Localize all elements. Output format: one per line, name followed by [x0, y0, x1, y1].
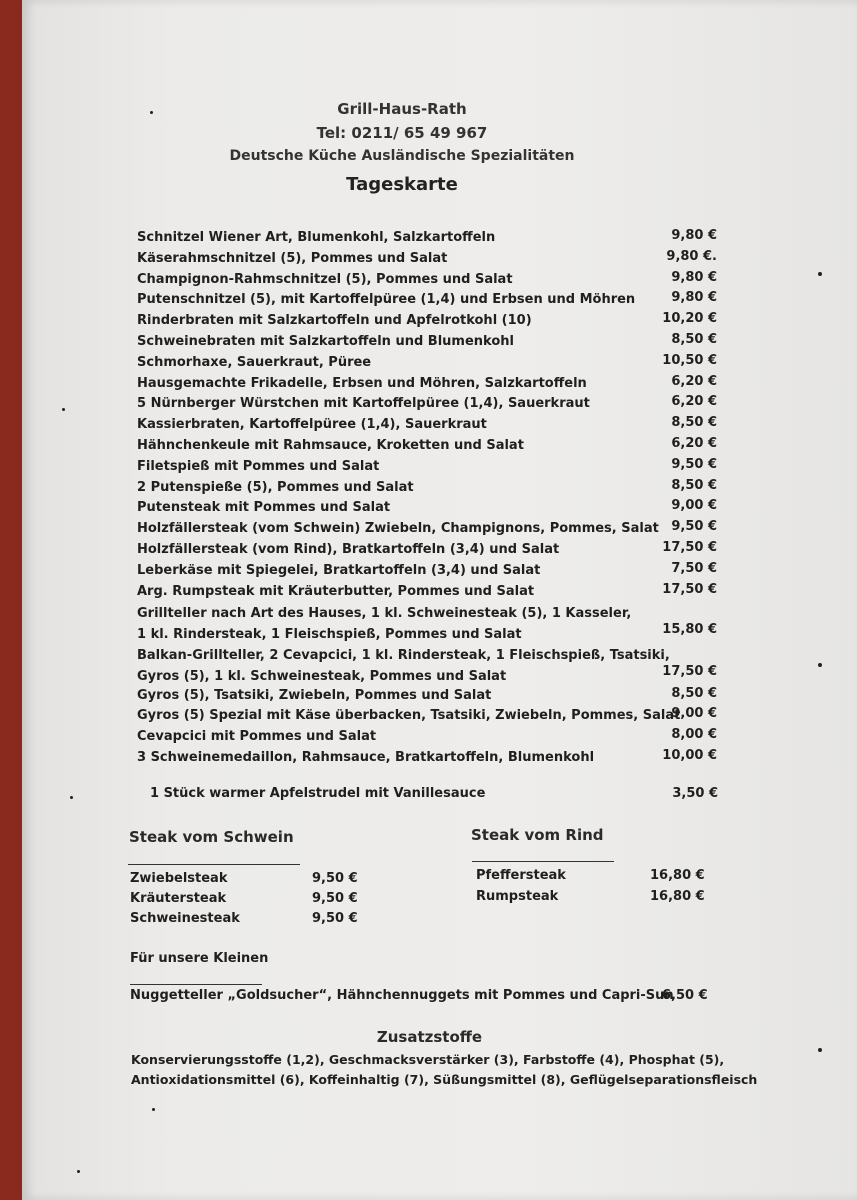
item-price: 8,00 €: [671, 727, 717, 743]
dessert-price: 3,50 €: [672, 786, 718, 801]
steak-beef-price: 16,80 €: [650, 868, 705, 883]
menu-item: [137, 311, 737, 332]
item-price: 17,50 €: [662, 539, 717, 555]
item-price: 17,50 €: [662, 581, 717, 597]
menu-item: [137, 415, 737, 436]
item-price: 10,50 €: [662, 352, 717, 368]
item-price: 8,50 €: [671, 331, 717, 347]
paper-speck: [150, 111, 153, 114]
item-name: Schweinebraten mit Salzkartoffeln und Blumenkohl: [137, 333, 514, 349]
item-name-line2: 1 kl. Rindersteak, 1 Fleischspieß, Pommes und Salat: [137, 627, 522, 643]
item-name: Leberkäse mit Spiegelei, Bratkartoffeln (3,4) und Salat: [137, 562, 541, 578]
item-price: 9,80 €: [671, 228, 717, 243]
menu-item: [137, 270, 737, 291]
daily-menu-list: [137, 228, 737, 769]
item-name: Schnitzel Wiener Art, Blumenkohl, Salzkartoffeln: [137, 230, 496, 245]
menu-item: [137, 519, 737, 540]
steak-beef-price: 16,80 €: [650, 889, 705, 904]
dessert-name: 1 Stück warmer Apfelstrudel mit Vanillesauce: [150, 786, 486, 801]
item-price: 8,50 €: [671, 477, 717, 493]
paper-speck: [818, 272, 822, 276]
menu-item: [137, 332, 737, 353]
steak-beef-name: Rumpsteak: [476, 889, 559, 904]
item-price: 10,20 €: [662, 311, 717, 327]
menu-item: [137, 498, 737, 519]
menu-paper: [22, 0, 857, 1200]
item-name: Hähnchenkeule mit Rahmsauce, Kroketten und Salat: [137, 437, 524, 453]
item-name: Hausgemachte Frikadelle, Erbsen und Möhren, Salzkartoffeln: [137, 375, 587, 391]
item-name: Gyros (5) Spezial mit Käse überbacken, Tsatsiki, Zwiebeln, Pommes, Salat: [137, 708, 681, 724]
menu-item: [137, 644, 737, 686]
item-name: Kassierbraten, Kartoffelpüree (1,4), Sauerkraut: [137, 417, 487, 433]
item-name: Putenschnitzel (5), mit Kartoffelpüree (1,4) und Erbsen und Möhren: [137, 292, 636, 308]
paper-speck: [70, 796, 73, 799]
additives-line: Konservierungsstoffe (1,2), Geschmacksverstärker (3), Farbstoffe (4), Phosphat (5),: [131, 1052, 725, 1067]
phone-number: Tel: 0211/ 65 49 967: [316, 124, 488, 142]
item-name: Filetspieß mit Pommes und Salat: [137, 458, 380, 474]
kids-title: Für unsere Kleinen: [130, 951, 269, 966]
item-price: 9,00 €: [671, 706, 717, 722]
kids-item: [130, 988, 710, 1003]
menu-item: [137, 686, 737, 707]
additives-title: Zusatzstoffe: [376, 1028, 483, 1046]
item-price: 8,50 €: [671, 415, 717, 431]
item-price: 9,50 €: [671, 519, 717, 535]
item-name: 2 Putenspieße (5), Pommes und Salat: [137, 479, 414, 495]
item-price: 10,00 €: [662, 747, 717, 763]
item-price: 9,80 €: [671, 269, 717, 285]
item-price: 7,50 €: [671, 560, 717, 576]
item-name-line1: Grillteller nach Art des Hauses, 1 kl. Schweinesteak (5), 1 Kasseler,: [137, 606, 632, 622]
menu-item: [137, 706, 737, 727]
item-name: [137, 604, 631, 646]
item-name: Arg. Rumpsteak mit Kräuterbutter, Pommes und Salat: [137, 583, 535, 599]
item-price: 6,20 €: [671, 373, 717, 389]
steak-beef-title: Steak vom Rind: [471, 826, 604, 844]
item-price: 15,80 €: [662, 622, 717, 638]
menu-item: [137, 228, 737, 249]
menu-item: [137, 478, 737, 499]
menu-item: [137, 290, 737, 311]
menu-item: [137, 436, 737, 457]
menu-item: [137, 457, 737, 478]
paper-speck: [62, 408, 65, 411]
divider: [130, 984, 262, 985]
menu-item: [137, 748, 737, 769]
paper-speck: [818, 663, 822, 667]
menu-item: [137, 561, 737, 582]
steak-pork-title: Steak vom Schwein: [129, 828, 294, 846]
menu-item: [137, 249, 737, 270]
item-price: 9,50 €: [671, 456, 717, 472]
item-name: Putensteak mit Pommes und Salat: [137, 500, 391, 516]
item-name: Champignon-Rahmschnitzel (5), Pommes und Salat: [137, 271, 513, 287]
menu-item: [137, 540, 737, 561]
tagline: Deutsche Küche Ausländische Spezialitäten: [229, 148, 575, 164]
paper-speck: [152, 1108, 155, 1111]
divider: [472, 861, 614, 862]
menu-item: [137, 394, 737, 415]
restaurant-name: Grill-Haus-Rath: [337, 100, 467, 118]
menu-item: [137, 582, 737, 603]
item-name: 5 Nürnberger Würstchen mit Kartoffelpüree (1,4), Sauerkraut: [137, 396, 590, 412]
item-price: 6,20 €: [671, 435, 717, 451]
menu-item: [137, 353, 737, 374]
kids-item-name: Nuggetteller „Goldsucher“, Hähnchennuggets mit Pommes und Capri-Sun: [130, 988, 674, 1003]
item-name: Käserahmschnitzel (5), Pommes und Salat: [137, 250, 448, 266]
dessert-item: [150, 786, 730, 801]
item-price: 6,20 €: [671, 394, 717, 410]
steak-pork-price: 9,50 €: [312, 891, 358, 906]
menu-item: [137, 727, 737, 748]
item-price: 8,50 €: [671, 685, 717, 701]
item-name: Schmorhaxe, Sauerkraut, Püree: [137, 354, 372, 370]
item-price: 9,00 €: [671, 498, 717, 514]
item-name: Holzfällersteak (vom Schwein) Zwiebeln, Champignons, Pommes, Salat: [137, 521, 659, 537]
item-name-line2: Gyros (5), 1 kl. Schweinesteak, Pommes und Salat: [137, 668, 507, 684]
steak-pork-price: 9,50 €: [312, 871, 358, 886]
item-name: Holzfällersteak (vom Rind), Bratkartoffeln (3,4) und Salat: [137, 541, 560, 557]
divider: [128, 864, 300, 865]
menu-item: [137, 374, 737, 395]
menu-item: [137, 602, 737, 644]
steak-pork-price: 9,50 €: [312, 911, 358, 926]
item-name: Cevapcici mit Pommes und Salat: [137, 729, 377, 745]
additives-line: Antioxidationsmittel (6), Koffeinhaltig (7), Süßungsmittel (8), Geflügelseparationsfleisch: [131, 1072, 758, 1087]
steak-beef-name: Pfeffersteak: [476, 868, 566, 883]
item-name: Gyros (5), Tsatsiki, Zwiebeln, Pommes und Salat: [137, 687, 492, 703]
steak-pork-name: Schweinesteak: [130, 911, 240, 926]
kids-item-price: 6,50 €: [662, 988, 708, 1003]
menu-title: Tageskarte: [346, 174, 458, 195]
item-name: Rinderbraten mit Salzkartoffeln und Apfelrotkohl (10): [137, 313, 532, 329]
item-price: 9,80 €.: [666, 248, 717, 264]
steak-pork-name: Kräutersteak: [130, 891, 227, 906]
item-name-line1: Balkan-Grillteller, 2 Cevapcici, 1 kl. Rindersteak, 1 Fleischspieß, Tsatsiki,: [137, 647, 670, 663]
steak-pork-name: Zwiebelsteak: [130, 871, 228, 886]
paper-speck: [77, 1170, 80, 1173]
item-name: [137, 646, 670, 688]
item-name: 3 Schweinemedaillon, Rahmsauce, Bratkartoffeln, Blumenkohl: [137, 749, 595, 765]
item-price: 9,80 €: [671, 290, 717, 306]
item-price: 17,50 €: [662, 663, 717, 679]
paper-speck: [818, 1048, 822, 1052]
